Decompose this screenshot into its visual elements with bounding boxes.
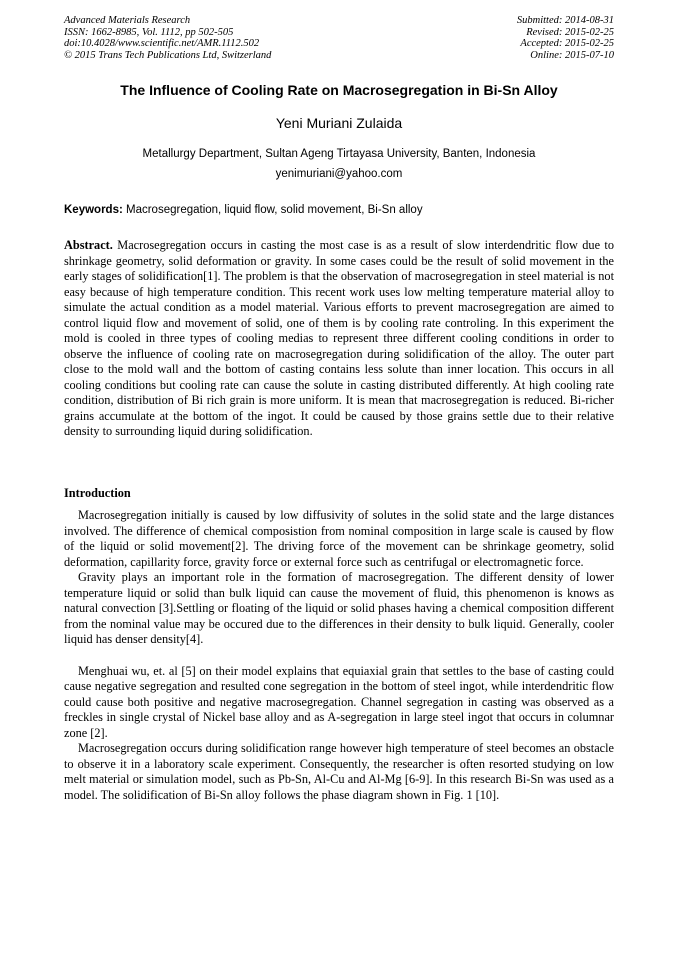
abstract — [64, 238, 614, 440]
date-submitted: Submitted: 2014-08-31 — [516, 15, 614, 26]
date-revised: Revised: 2015-02-25 — [526, 26, 614, 38]
date-accepted: Accepted: 2015-02-25 — [520, 38, 614, 49]
abstract-label: Abstract. — [64, 238, 113, 252]
date-online: Online: 2015-07-10 — [530, 49, 614, 61]
author-name: Yeni Muriani Zulaida — [275, 115, 403, 131]
journal-doi: doi:10.4028/www.scientific.net/AMR.1112.502 — [64, 38, 260, 49]
keywords-label: Keywords: — [64, 204, 123, 216]
section-heading-introduction: Introduction — [64, 486, 131, 500]
abstract-paragraph — [64, 238, 614, 440]
intro-paragraph: Menghuai wu, et. al [5] on their model explains that equiaxial grain that settles to the base of casting could cause negative segregation and resulted cone segregation in the bottom of steel ingot, while interdendritic flow could cause both positive and negative macrosegregation. Channel segregation in casting was observed as a freckles in single crystal of Nickel base alloy and as A-segregation in large steel ingot that occurs in columnar zone [2]. — [64, 663, 614, 740]
intro-paragraph: Macrosegregation occurs during solidification range however high temperature of steel becomes an obstacle to observe it in a laboratory scale experiment. Consequently, the researcher is often resorted studying on low melt material or simulation model, such as Pb-Sn, Al-Cu and Al-Mg [6-9]. In this research Bi-Sn was used as a model. The solidification of Bi-Sn alloy follows the phase diagram shown in Fig. 1 [10]. — [64, 741, 614, 802]
journal-info — [64, 15, 271, 61]
keywords-text: Macrosegregation, liquid flow, solid movement, Bi-Sn alloy — [122, 204, 423, 216]
intro-paragraph: Gravity plays an important role in the formation of macrosegregation. The different density of lower temperature liquid or solid than bulk liquid can cause the movement of fluid, this phenomenon is knows as natural convection [3].Settling or floating of the liquid or solid phases having a chemical composition different from the nominal value may be occured due to the differences in their density to bulk liquid. Generally, cooler liquid has denser density[4]. — [64, 570, 614, 646]
author-affiliation: Metallurgy Department, Sultan Ageng Tirtayasa University, Banten, Indonesia — [142, 148, 536, 160]
keywords — [64, 204, 624, 216]
journal-copyright: © 2015 Trans Tech Publications Ltd, Switzerland — [64, 49, 272, 61]
abstract-text: Macrosegregation occurs in casting the most case is as a result of slow interdendritic flow due to shrinkage geometry, solid deformation or gravity. In some cases could be the result of solid movement in the early stages of solidification[1]. The problem is that the observation of macrosegregation in steel material is not easy because of high temperature condition. This recent work uses low melting temperature material alloy to simulate the actual condition as a model material. Various efforts to prevent macrosegregation are aimed to control liquid flow and movement of solid, one of them is by cooling rate controling. In this experiment the mold is cooled in three types of cooling medias to represent three different cooling conditions in order to observe the influence of cooling rate on macrosegregation during solidification of the alloy. The outer part close to the mold wall and the bottom of casting contains less solute than inner location. This occurs in all cooling conditions but cooling rate can cause the solute in casting distributed differently. At high cooling rate condition, distribution of Bi rich grain is more uniform. It is mean that macrosegregation is reduced. Bi-richer grains accumulate at the bottom of the ingot. It could be caused by those grains settle due to their relative density to surrounding liquid during solidification. — [64, 238, 614, 438]
publication-dates — [517, 15, 614, 61]
journal-name: Advanced Materials Research — [64, 15, 191, 26]
journal-issn: ISSN: 1662-8985, Vol. 1112, pp 502-505 — [64, 26, 234, 38]
intro-paragraph: Macrosegregation initially is caused by low diffusivity of solutes in the solid state and the large distances involved. The difference of chemical composistion from nominal composition in large scale is caused by flow of the liquid or solid movement[2]. The driving force of the movement can be shrinkage geometry, solid deformation, capillarity force, gravity force or external force such as centrifugal or electromagnetic force. — [64, 508, 614, 569]
author-email: yenimuriani@yahoo.com — [275, 168, 403, 180]
introduction-body — [64, 508, 614, 803]
paper-title: The Influence of Cooling Rate on Macrosegregation in Bi-Sn Alloy — [120, 82, 558, 98]
